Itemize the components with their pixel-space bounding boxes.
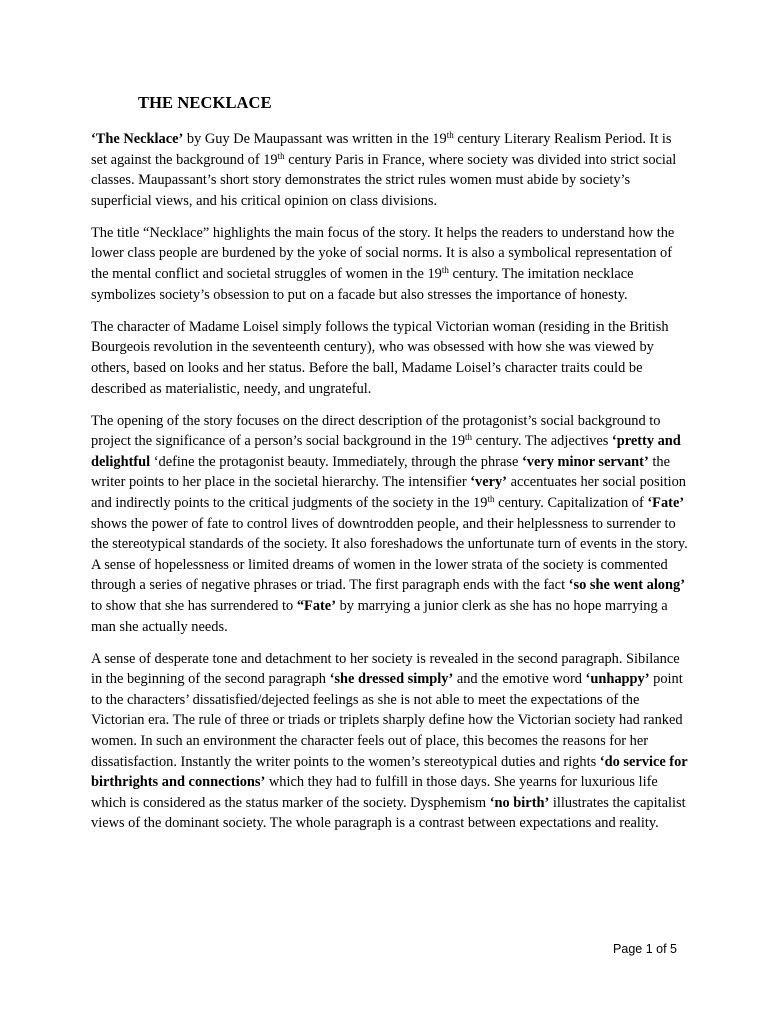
paragraph-5	[91, 649, 691, 834]
document-title: THE NECKLACE	[138, 93, 272, 112]
text-run: to show that she has surrendered to	[91, 597, 297, 614]
page-number: Page 1 of 5	[613, 942, 677, 956]
paragraph-2	[91, 223, 691, 305]
bold-quote: ‘The Necklace’	[91, 131, 184, 147]
bold-quote: ‘very’	[470, 474, 507, 491]
text-run: by marrying a junior clerk as she has no hope marrying a man she actually needs.	[91, 597, 668, 635]
text-run: shows the power of fate to control lives of downtrodden people, and their helplessness to surrender to the stereotypical standards of the society. It also foreshadows the unfortunate turn of events in the story. A sense of hopelessness or limited dreams of women in the lower strata of the society is commented through a series of negative phrases or triad. The first paragraph ends with the fact	[91, 515, 688, 594]
text-run: The title “Necklace” highlights the main focus of the story. It helps the readers to understand how the lower class people are burdened by the yoke of social norms. It is also a symbolical representation of the mental conflict and societal struggles of women in the 19	[91, 224, 675, 283]
text-run: century Literary Realism Period. It is set against the background of 19	[91, 131, 672, 168]
text-run: century. The adjectives	[472, 433, 612, 450]
ordinal-superscript: th	[465, 432, 473, 443]
text-run: and the emotive word	[453, 671, 586, 688]
text-run: the writer points to her place in the societal hierarchy. The intensifier	[91, 453, 670, 491]
text-run: by Guy De Maupassant was written in the 19	[183, 131, 447, 147]
text-run: The character of Madame Loisel simply follows the typical Victorian woman (residing in the British Bourgeois revolution in the seventeenth century), who was obsessed with how she was viewed by others, based on looks and her status. Before the ball, Madame Loisel’s character traits could be described as materialistic, needy, and ungrateful.	[91, 318, 669, 397]
bold-quote: ‘very minor servant’	[521, 453, 649, 470]
bold-quote: ‘do service for birthrights and connections’	[91, 753, 688, 791]
text-run: accentuates her social position and indirectly points to the critical judgments of the society in the 19	[91, 474, 686, 511]
bold-quote: ‘Fate’	[647, 495, 685, 511]
paragraph-3	[91, 317, 691, 399]
text-run: ‘define the protagonist beauty. Immediately, through the phrase	[150, 453, 522, 470]
text-run: century. The imitation necklace symbolizes society’s obsession to put on a facade but also stresses the importance of honesty.	[91, 266, 634, 303]
ordinal-superscript: th	[446, 130, 454, 140]
ordinal-superscript: th	[487, 494, 495, 504]
ordinal-superscript: th	[277, 150, 285, 161]
text-run: century. Capitalization of	[494, 495, 648, 511]
text-run: point to the characters’ dissatisfied/dejected feelings as she is not able to meet the expectations of the Victorian era. The rule of three or triads or triplets sharply define how the Victorian society had ranked women. In such an environment the character feels out of place, this becomes the reasons for her dissatisfaction. Instantly the writer points to the women’s stereotypical duties and rights	[91, 671, 683, 770]
document-body	[91, 129, 691, 846]
text-run: A sense of desperate tone and detachment to her society is revealed in the second paragraph. Sibilance in the beginning of the second paragraph	[91, 650, 680, 688]
bold-quote: “Fate’	[296, 597, 336, 614]
bold-quote: ‘pretty and delightful	[91, 433, 681, 470]
text-run: illustrates the capitalist views of the dominant society. The whole paragraph is a contrast between expectations and reality.	[91, 794, 686, 832]
text-run: century Paris in France, where society was divided into strict social classes. Maupassant’s short story demonstrates the strict rules women must abide by society’s superficial views, and his critical opinion on class divisions.	[91, 151, 677, 209]
paragraph-1	[91, 129, 691, 211]
bold-quote: ‘she dressed simply’	[329, 671, 454, 688]
bold-quote: ‘so she went along’	[568, 577, 685, 594]
ordinal-superscript: th	[441, 265, 449, 276]
paragraph-4	[91, 411, 691, 638]
bold-quote: ‘no birth’	[489, 794, 550, 811]
text-run: The opening of the story focuses on the direct description of the protagonist’s social background to project the significance of a person’s social background in the 19	[91, 412, 661, 450]
bold-quote: ‘unhappy’	[585, 671, 650, 688]
text-run: which they had to fulfill in those days. She yearns for luxurious life which is considered as the status marker of the society. Dysphemism	[91, 774, 658, 811]
